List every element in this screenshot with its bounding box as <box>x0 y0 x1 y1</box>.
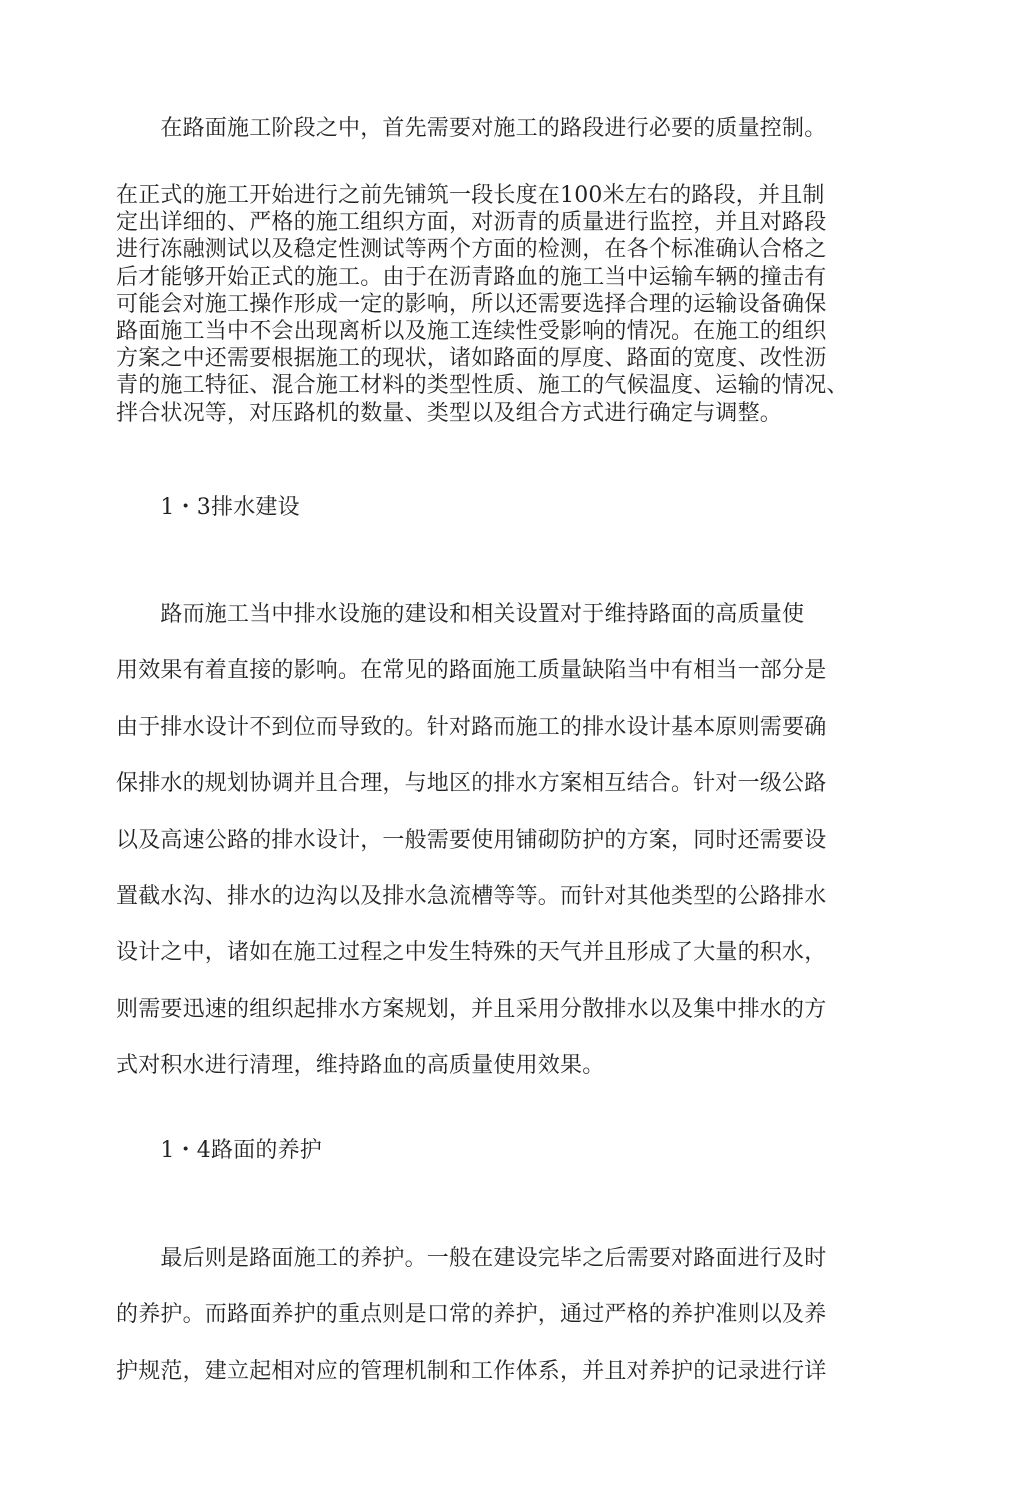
construction-organization-paragraph: 在正式的施工开始进行之前先铺筑一段长度在100米左右的路段，并且制 定出详细的、严格的施工组织方面，对沥青的质量进行监控，并且对路段 进行冻融测试以及稳定性测试等两个方面的检测，在各个标准确认合格之 后才能够开始正式的施工。由于在沥青路血的施工当中运输车辆的撞击有 可能会对施工操作形成一定的影响，所以还需要选择合理的运输设备确保 路面施工当中不会出现离析以及施工连续性受影响的情况。在施工的组织 方案之中还需要根据施工的现状，诸如路面的厚度、路面的宽度、改性沥 青的施工特征、混合施工材料的类型性质、施工的气候温度、运输的情况、 拌合状况等，对压路机的数量、类型以及组合方式进行确定与调整。 <box>116 183 849 426</box>
intro-paragraph: 在路面施工阶段之中，首先需要对施工的路段进行必要的质量控制。 <box>116 116 827 141</box>
section-heading-maintenance: 1・4路面的养护 <box>116 1138 322 1163</box>
maintenance-paragraph: 最后则是路面施工的养护。一般在建设完毕之后需要对路面进行及时 的养护。而路面养护的重点则是口常的养护，通过严格的养护准则以及养 护规范，建立起相对应的管理机制和工作体系，并且对养护的记录进行详 <box>116 1246 827 1384</box>
section-heading-drainage: 1・3排水建设 <box>116 495 300 520</box>
drainage-paragraph: 路而施工当中排水设施的建设和相关设置对于维持路面的高质量使 用效果有着直接的影响。在常见的路面施工质量缺陷当中有相当一部分是 由于排水设计不到位而导致的。针对路而施工的排水设计基本原则需要确 保排水的规划协调并且合理，与地区的排水方案相互结合。针对一级公路 以及高速公路的排水设计，一般需要使用铺砌防护的方案，同时还需要设 置截水沟、排水的边沟以及排水急流槽等等。而针对其他类型的公路排水 设计之中，诸如在施工过程之中发生特殊的天气并且形成了大量的积水， 则需要迅速的组织起排水方案规划，并且采用分散排水以及集中排水的方 式对积水进行清理，维持路血的高质量使用效果。 <box>116 602 827 1079</box>
